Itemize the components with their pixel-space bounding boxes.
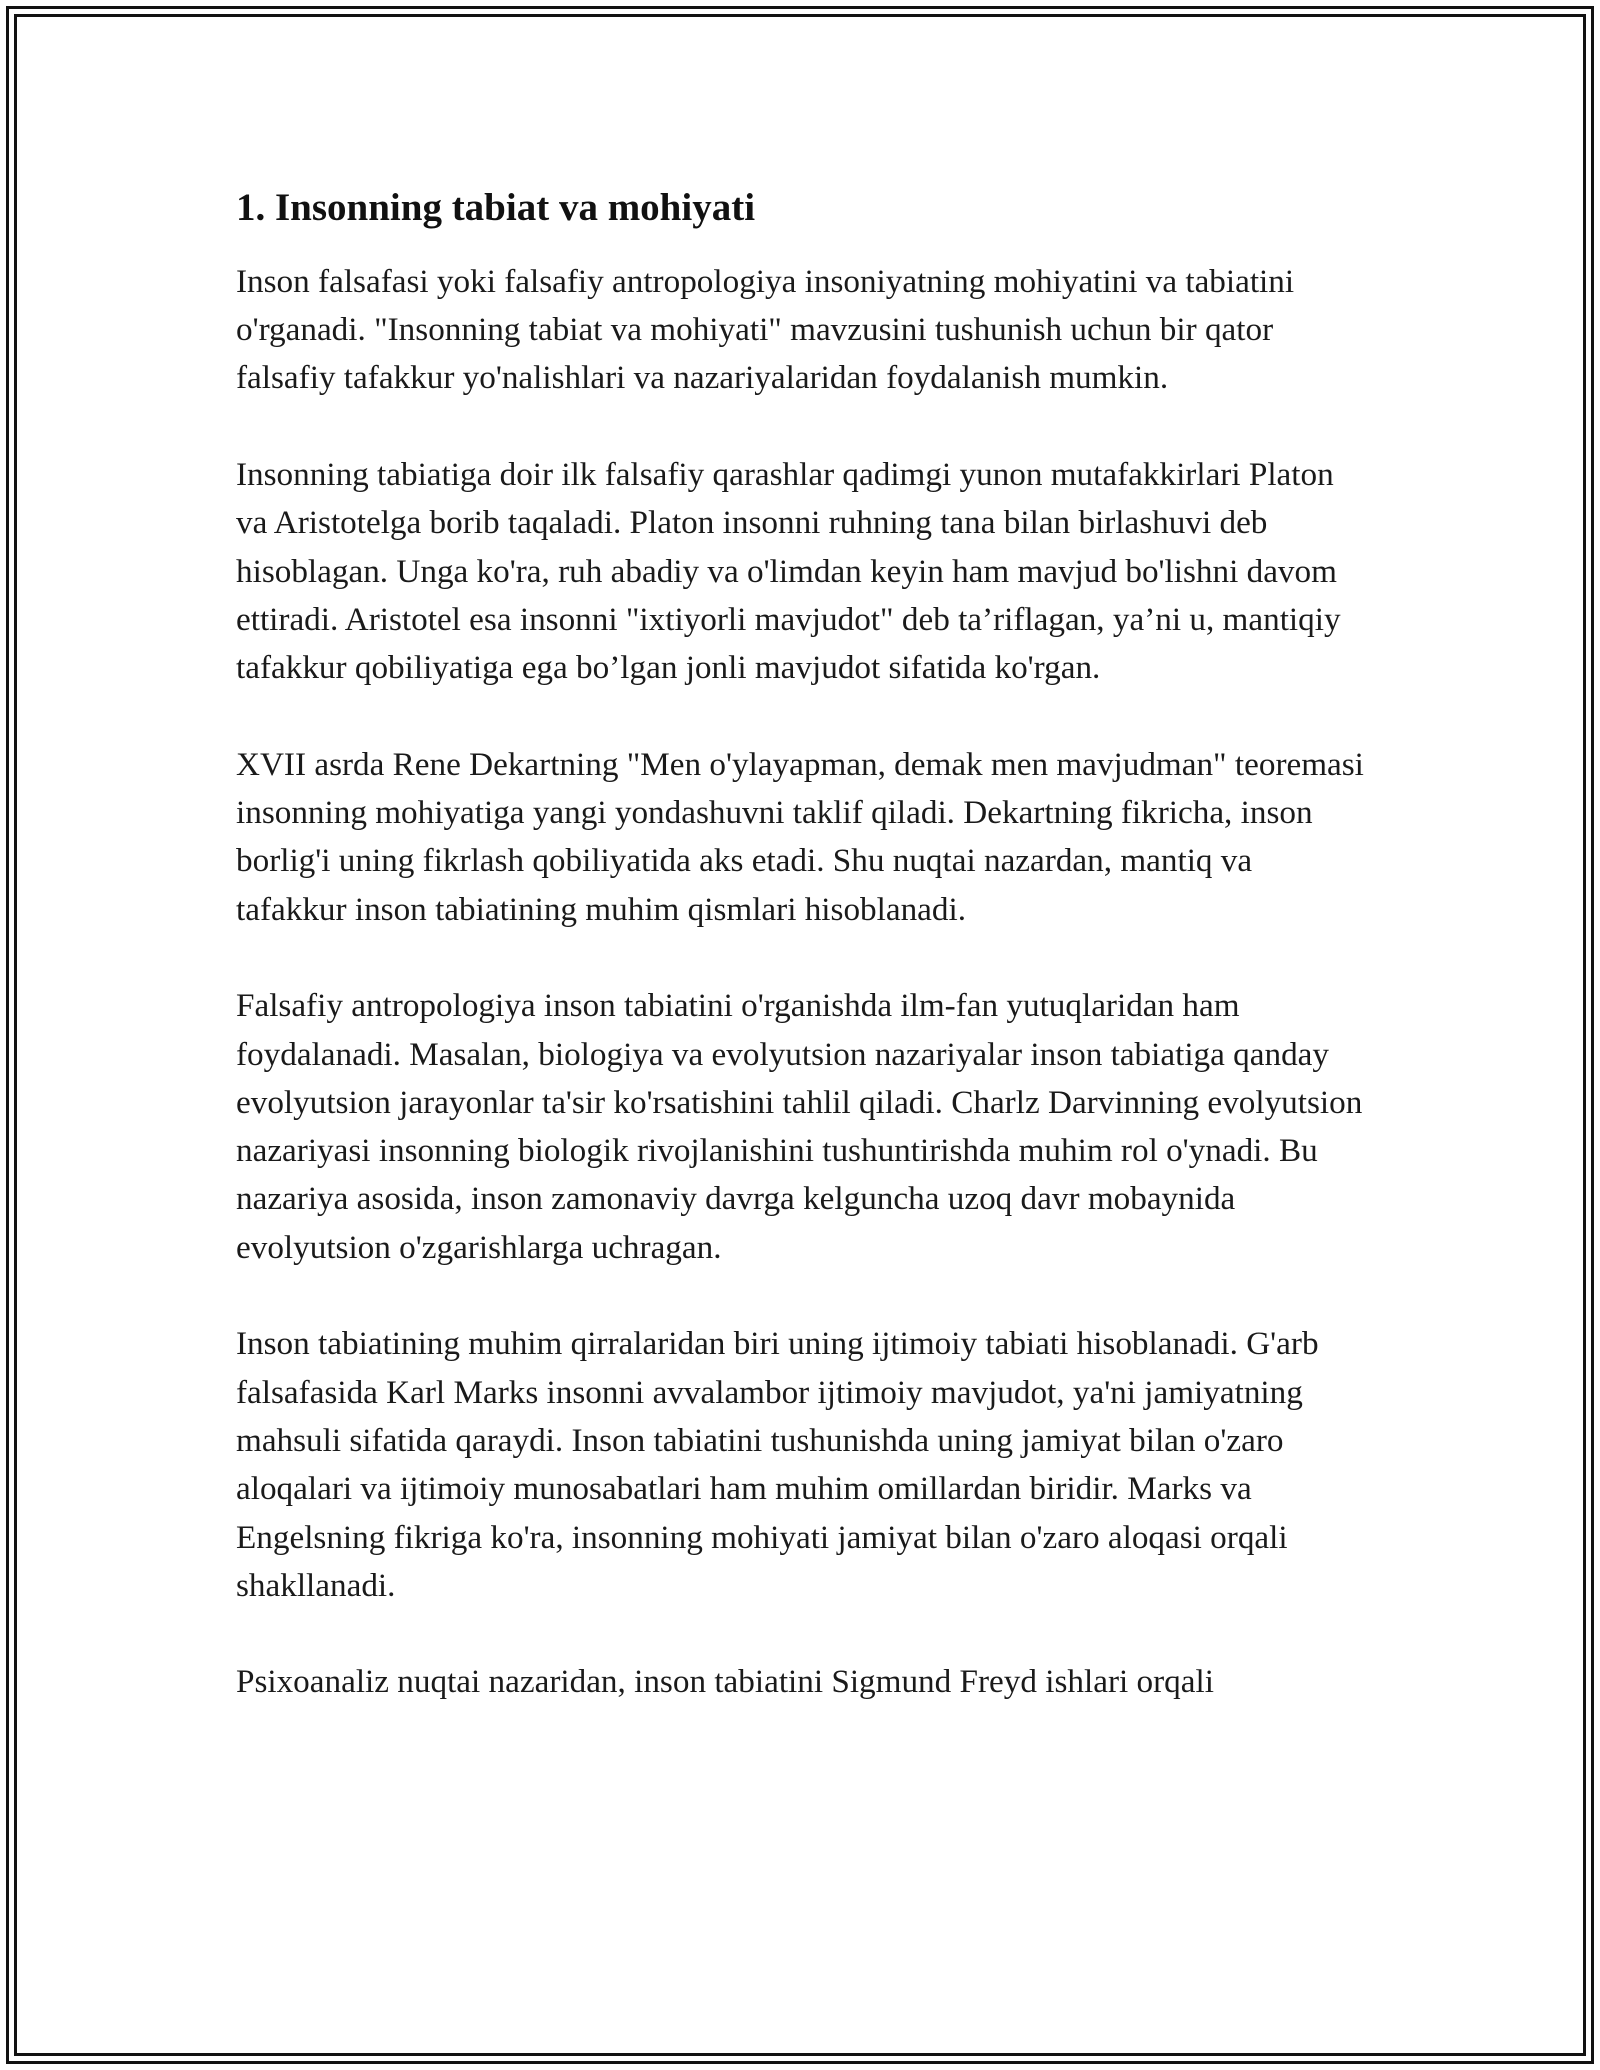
paragraph-dekart: XVII asrda Rene Dekartning "Men o'ylayapman, demak men mavjudman" teoremasi insonning mohiyatiga yangi yondashuvni taklif qiladi. Dekartning fikricha, inson borlig'i uning fikrlash qobiliyatida aks etadi. Shu nuqtai nazardan, mantiq va tafakkur inson tabiatining muhim qismlari hisoblanadi. — [236, 745, 1364, 928]
paragraph-freyd: Psixoanaliz nuqtai nazaridan, inson tabiatini Sigmund Freyd ishlari orqali — [236, 1663, 1214, 1701]
paragraph-intro: Inson falsafasi yoki falsafiy antropologiya insoniyatning mohiyatini va tabiatini o'rganadi. "Insonning tabiat va mohiyati" mavzusini tushunish uchun bir qator falsafiy tafakkur yo'nalishlari va nazariyalaridan foydalanish mumkin. — [236, 262, 1295, 397]
paragraph-marks: Inson tabiatining muhim qirralaridan biri uning ijtimoiy tabiati hisoblanadi. G'arb falsafasida Karl Marks insonni avvalambor ijtimoiy mavjudot, ya'ni jamiyatning mahsuli sifatida qaraydi. Inson tabiatini tushunishda uning jamiyat bilan o'zaro aloqalari va ijtimoiy munosabatlari ham muhim omillardan biridir. Marks va Engelsning fikriga ko'ra, insonning mohiyati jamiyat bilan o'zaro aloqasi orqali shakllanadi. — [236, 1325, 1319, 1604]
section-heading: 1. Insonning tabiat va mohiyati — [236, 186, 756, 229]
document-body — [236, 185, 1366, 1755]
paragraph-darvin: Falsafiy antropologiya inson tabiatini o'rganishda ilm-fan yutuqlaridan ham foydalanadi. Masalan, biologiya va evolyutsion nazariyalar inson tabiatiga qanday evolyutsion jarayonlar ta'sir ko'rsatishini tahlil qiladi. Charlz Darvinning evolyutsion nazariyasi insonning biologik rivojlanishini tushuntirishda muhim rol o'ynadi. Bu nazariya asosida, inson zamonaviy davrga kelguncha uzoq davr mobaynida evolyutsion o'zgarishlarga uchragan. — [236, 987, 1363, 1266]
paragraph-platon-aristotel: Insonning tabiatiga doir ilk falsafiy qarashlar qadimgi yunon mutafakkirlari Platon va Aristotelga borib taqaladi. Platon insonni ruhning tana bilan birlashuvi deb hisoblagan. Unga ko'ra, ruh abadiy va o'limdan keyin ham mavjud bo'lishni davom ettiradi. Aristotel esa insonni "ixtiyorli mavjudot" deb ta’riflagan, ya’ni u, mantiqiy tafakkur qobiliyatiga ega bo’lgan jonli mavjudot sifatida ko'rgan. — [236, 455, 1341, 687]
